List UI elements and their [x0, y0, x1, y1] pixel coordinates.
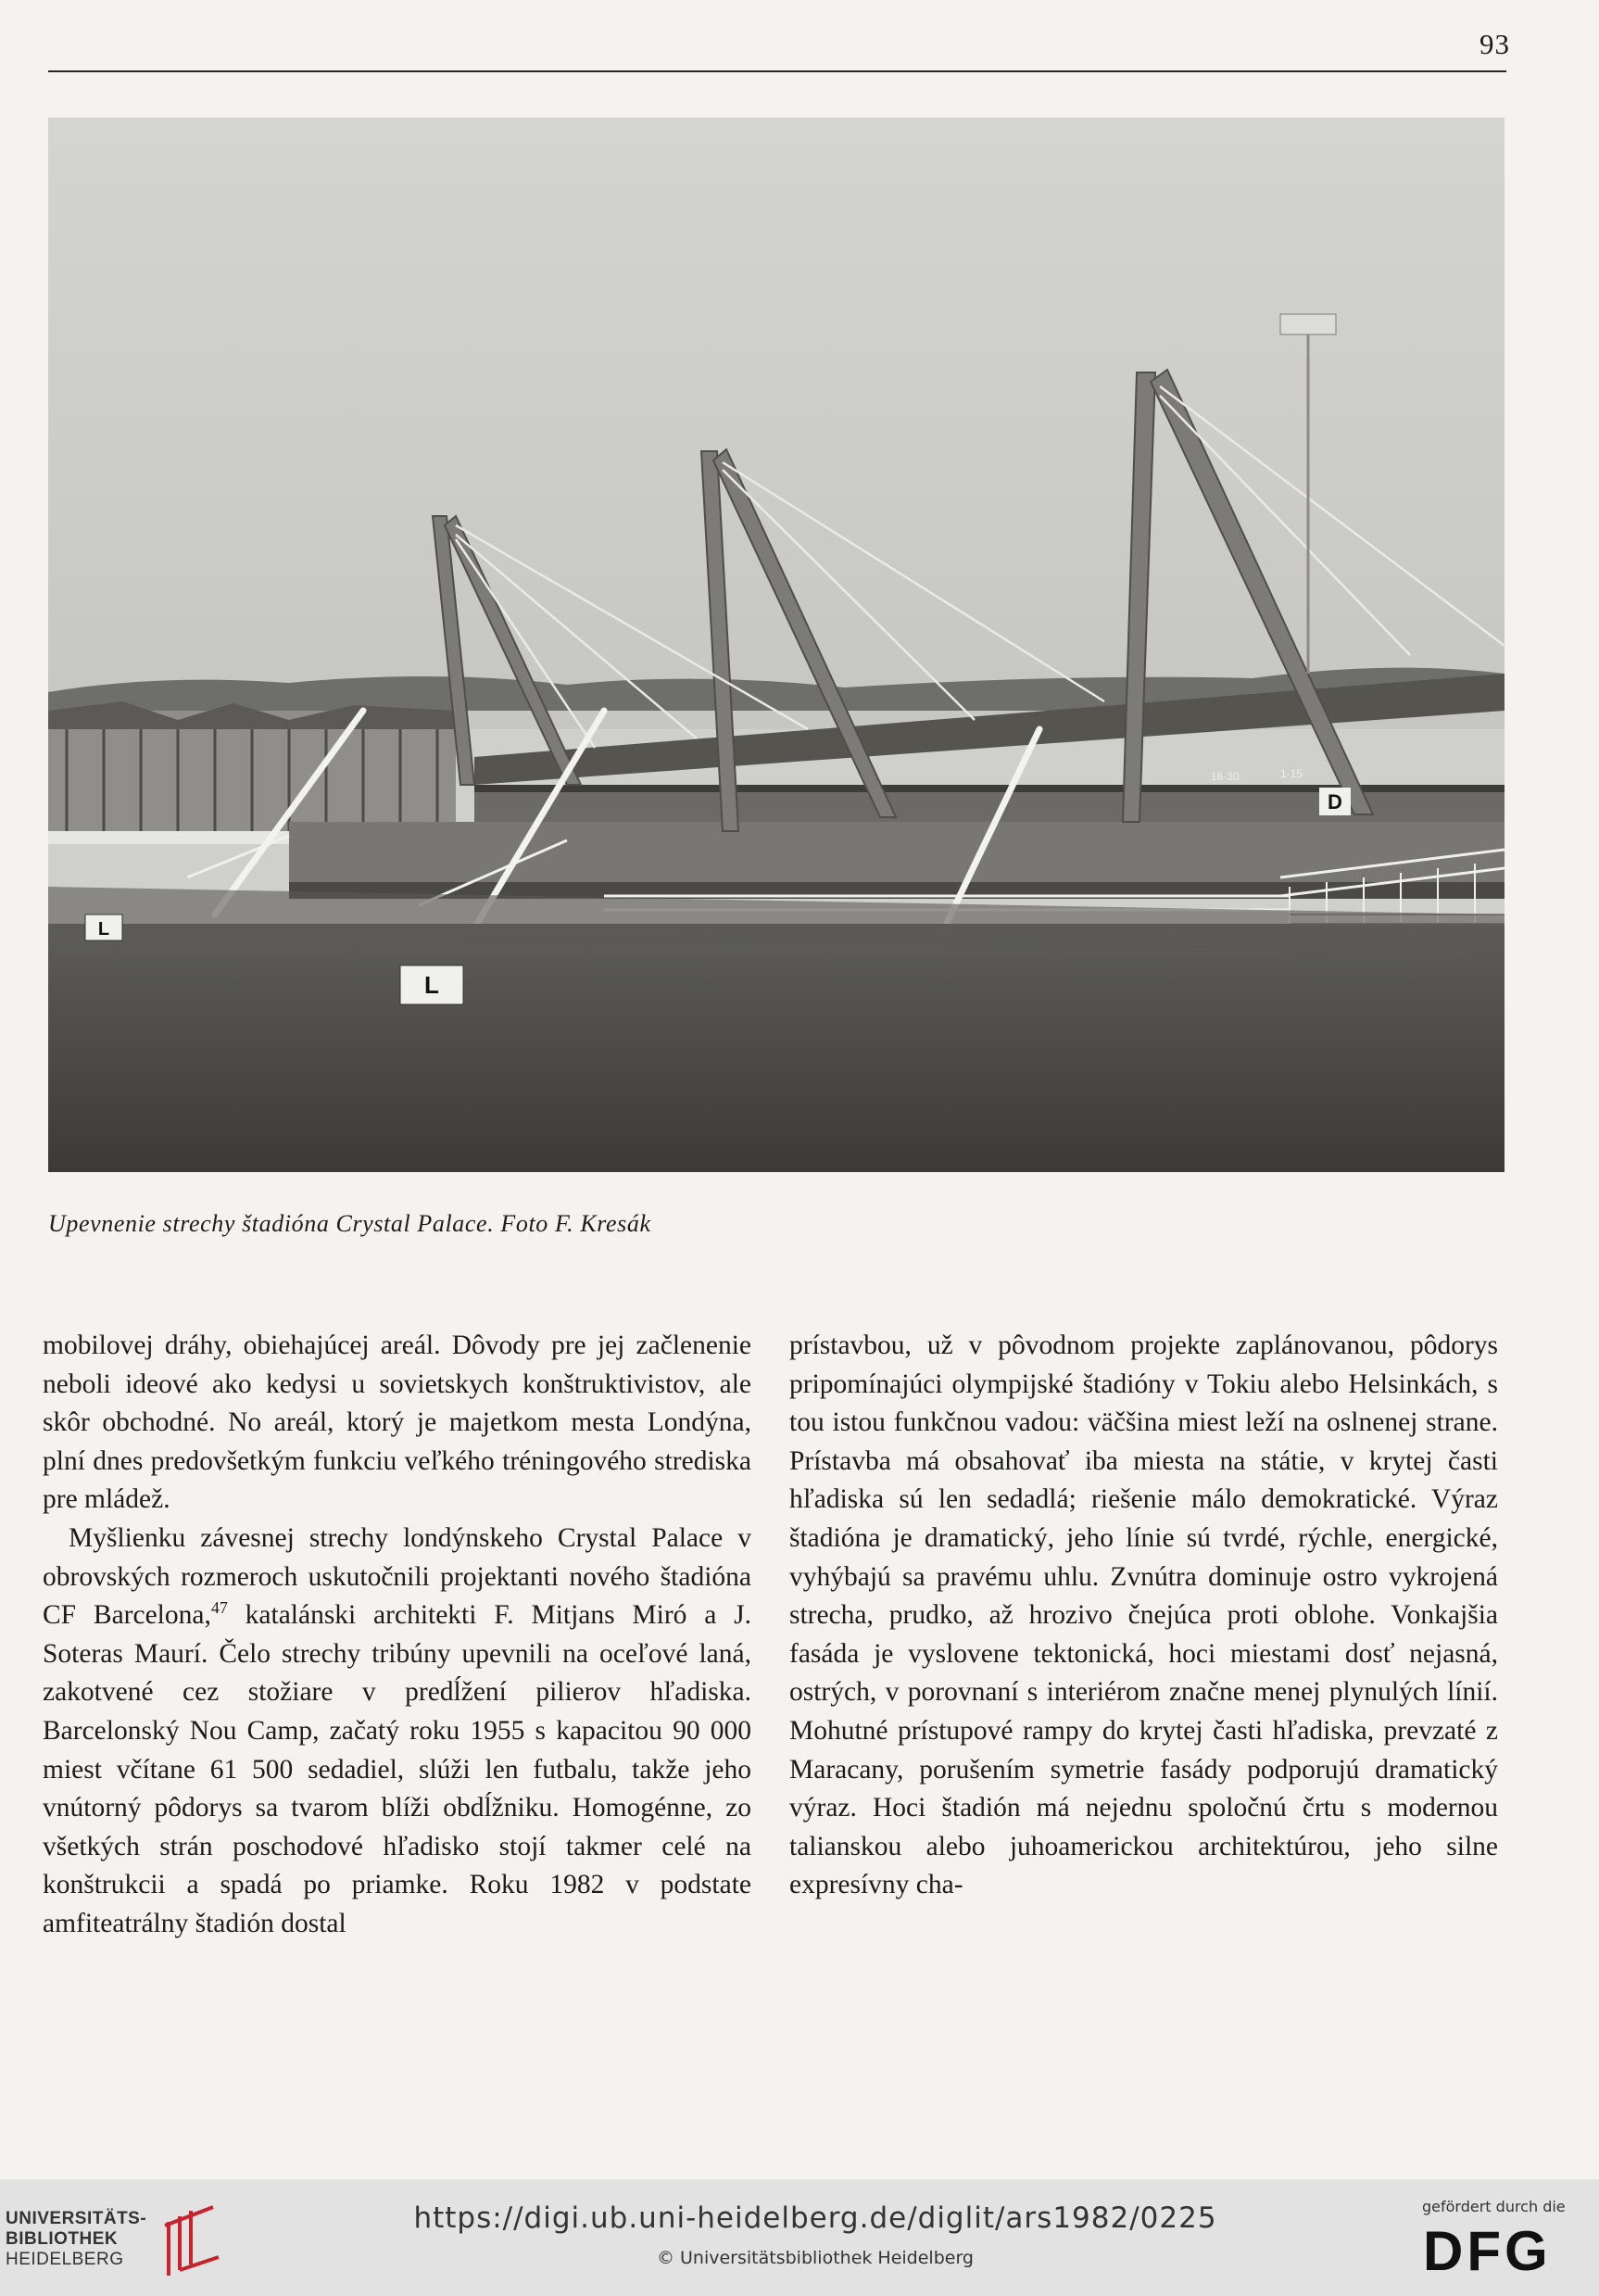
- library-logo[interactable]: [0, 2198, 227, 2281]
- copyright-notice: © Universitätsbibliothek Heidelberg: [656, 2248, 974, 2268]
- stand-clock-2: 1·15: [1280, 767, 1303, 780]
- field-sign-center: L: [424, 971, 439, 999]
- header-rule: [48, 70, 1506, 72]
- text-column-left: [43, 1327, 751, 1944]
- stand-clock-1: 16·30: [1211, 770, 1240, 783]
- page-number: 93: [1479, 28, 1510, 60]
- permalink-url[interactable]: https://digi.ub.uni-heidelberg.de/diglit/ars1982/0225: [413, 2201, 1217, 2235]
- dfg-logo-text: DFG: [1423, 2220, 1552, 2277]
- paragraph-1: mobilovej dráhy, obiehajúcej areál. Dôvody pre jej začlenenie neboli ideové ako kedysi u sovietskych konštruktivistov, ale skôr obchodné. No areál, ktorý je majetkom mesta Londýna, plní dnes predovšetkým funkciu veľkého tréningového strediska pre mládež.: [43, 1331, 751, 1515]
- dfg-logo[interactable]: [1423, 2220, 1562, 2277]
- text-column-right: [789, 1327, 1498, 1905]
- field-sign-left: L: [97, 919, 110, 940]
- footnote-ref-47[interactable]: 47: [210, 1598, 228, 1618]
- library-line-2: BIBLIOTHEK: [6, 2229, 119, 2249]
- stadium-photo-drawing: [48, 118, 1505, 1172]
- figure-caption: Upevnenie strechy štadióna Crystal Palace. Foto F. Kresák: [48, 1210, 651, 1237]
- library-line-1: UNIVERSITÄTS-: [6, 2209, 147, 2228]
- paragraph-2-text-b: katalánski architekti F. Mitjans Miró a J. Soteras Maurí. Čelo strechy tribúny upevnili na oceľové laná, zakotvené cez stožiare v predĺžení pilierov hľadiska. Barcelonský Nou Camp, začatý roku 1955 s kapacitou 90 000 miest včítane 61 500 sedadiel, slúži len futbalu, takže jeho vnútorný pôdorys sa tvarom blíži obdĺžniku. Homogénne, zo všetkých strán poschodové hľadisko stojí takmer celé na konštrukcii a spadá po priamke. Roku 1982 v podstate amfiteatrálny štadión dostal: [43, 1600, 752, 1938]
- stadium-photo: [48, 118, 1505, 1172]
- paragraph-2-text-a: Myšlienku závesnej strechy londýnskeho Crystal Palace v obrovských rozmeroch uskutočnili projektanti nového štadióna CF Barcelona,: [43, 1522, 751, 1631]
- funded-by-label: gefördert durch die: [1422, 2198, 1566, 2215]
- library-line-3: HEIDELBERG: [6, 2250, 124, 2269]
- stand-sign-d: D: [1328, 790, 1342, 814]
- footer-bar: [0, 2179, 1599, 2296]
- library-emblem-icon: [159, 2203, 224, 2279]
- paragraph-2: [43, 1520, 751, 1944]
- paragraph-3: prístavbou, už v pôvodnom projekte zaplánovanou, pôdorys pripomínajúci olympijské štadióny v Tokiu alebo Helsinkách, s tou istou funkčnou vadou: väčšina miest leží na oslnenej strane. Prístavba má obsahovať iba miesta na státie, v krytej časti hľadiska sú len sedadlá; riešenie málo demokratické. Výraz štadióna je dramatický, jeho línie sú tvrdé, rýchle, energické, vyhýbajú sa pravému uhlu. Zvnútra dominuje ostro vykrojená strecha, prudko, až hrozivo čnejúca proti oblohe. Vonkajšia fasáda je vyslovene tektonická, hoci miestami dosť nejasná, ostrých, v porovnaní s interiérom značne menej plynulých línií. Mohutné prístupové rampy do krytej časti hľadiska, prevzaté z Maracany, porušením symetrie fasády podporujú dramatický výraz. Hoci štadión má nejednu spoločnú črtu s modernou talianskou alebo juhoamerickou architektúrou, jeho silne expresívny cha-: [789, 1331, 1498, 1900]
